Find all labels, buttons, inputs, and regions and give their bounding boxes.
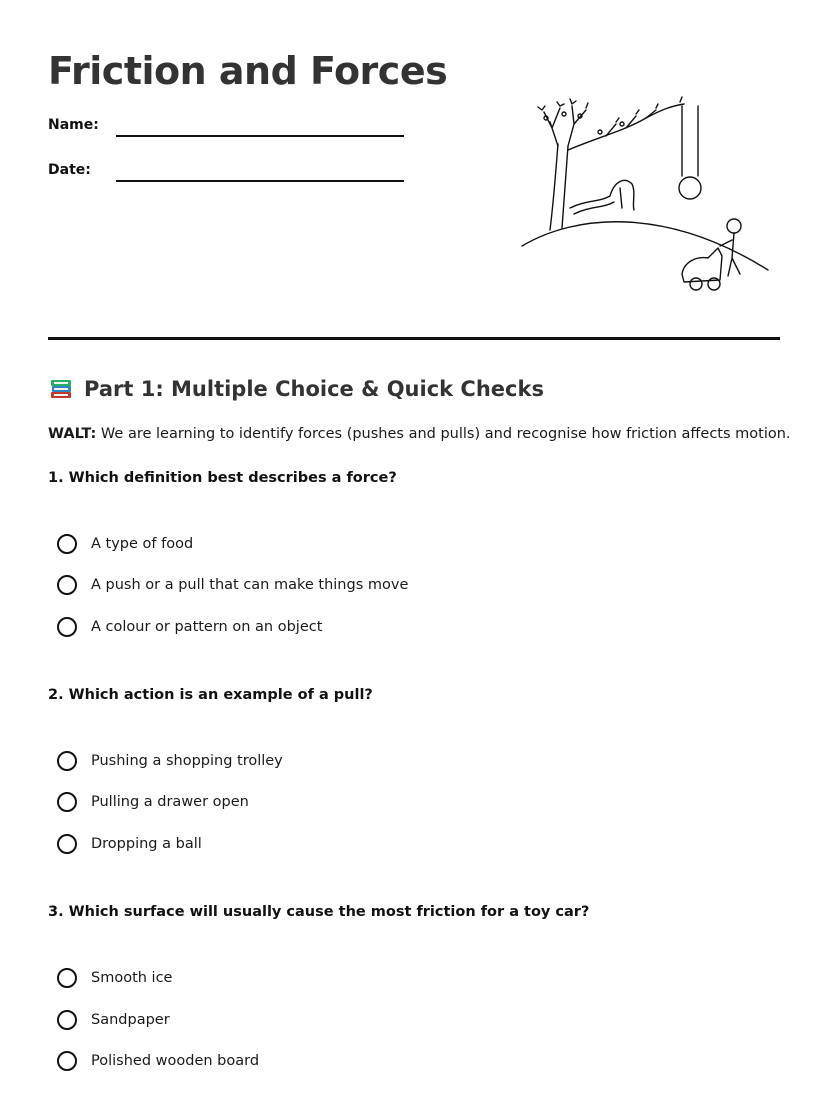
radio-button[interactable]: [57, 1051, 77, 1071]
part1-heading-text: Part 1: Multiple Choice & Quick Checks: [84, 377, 544, 401]
radio-button[interactable]: [57, 534, 77, 554]
q1-option-2[interactable]: [57, 572, 408, 598]
option-label: A type of food: [91, 536, 194, 552]
name-line[interactable]: [116, 135, 404, 137]
radio-button[interactable]: [57, 968, 77, 988]
radio-button[interactable]: [57, 1010, 77, 1030]
q1-option-1[interactable]: [57, 531, 193, 557]
q2-option-2[interactable]: [57, 789, 249, 815]
q3-option-2[interactable]: [57, 1007, 170, 1033]
date-line[interactable]: [116, 180, 404, 182]
q1-option-3[interactable]: [57, 614, 322, 640]
page-title: Friction and Forces: [48, 49, 448, 93]
q3-option-1[interactable]: [57, 965, 172, 991]
radio-button[interactable]: [57, 575, 77, 595]
option-label: Pulling a drawer open: [91, 794, 249, 810]
name-label: Name:: [48, 117, 99, 133]
option-label: Dropping a ball: [91, 836, 202, 852]
part1-heading: [48, 373, 544, 405]
walt-statement: [48, 424, 791, 444]
option-label: A colour or pattern on an object: [91, 619, 323, 635]
question-1: 1. Which definition best describes a force?: [48, 470, 397, 486]
date-label: Date:: [48, 162, 91, 178]
option-label: Polished wooden board: [91, 1053, 260, 1069]
books-icon: [48, 376, 74, 402]
q2-option-1[interactable]: [57, 748, 283, 774]
question-2: 2. Which action is an example of a pull?: [48, 687, 373, 703]
option-label: Sandpaper: [91, 1012, 170, 1028]
option-label: A push or a pull that can make things move: [91, 577, 409, 593]
q2-option-3[interactable]: [57, 831, 202, 857]
question-3: 3. Which surface will usually cause the most friction for a toy car?: [48, 904, 590, 920]
tree-swing-park-illustration: [516, 88, 774, 298]
radio-button[interactable]: [57, 834, 77, 854]
option-label: Smooth ice: [91, 970, 173, 986]
walt-label: WALT:: [48, 426, 97, 442]
radio-button[interactable]: [57, 751, 77, 771]
q3-option-3[interactable]: [57, 1048, 259, 1074]
option-label: Pushing a shopping trolley: [91, 753, 283, 769]
walt-text: We are learning to identify forces (pushes and pulls) and recognise how friction affects motion.: [100, 426, 791, 442]
radio-button[interactable]: [57, 617, 77, 637]
section-divider: [48, 337, 780, 340]
radio-button[interactable]: [57, 792, 77, 812]
